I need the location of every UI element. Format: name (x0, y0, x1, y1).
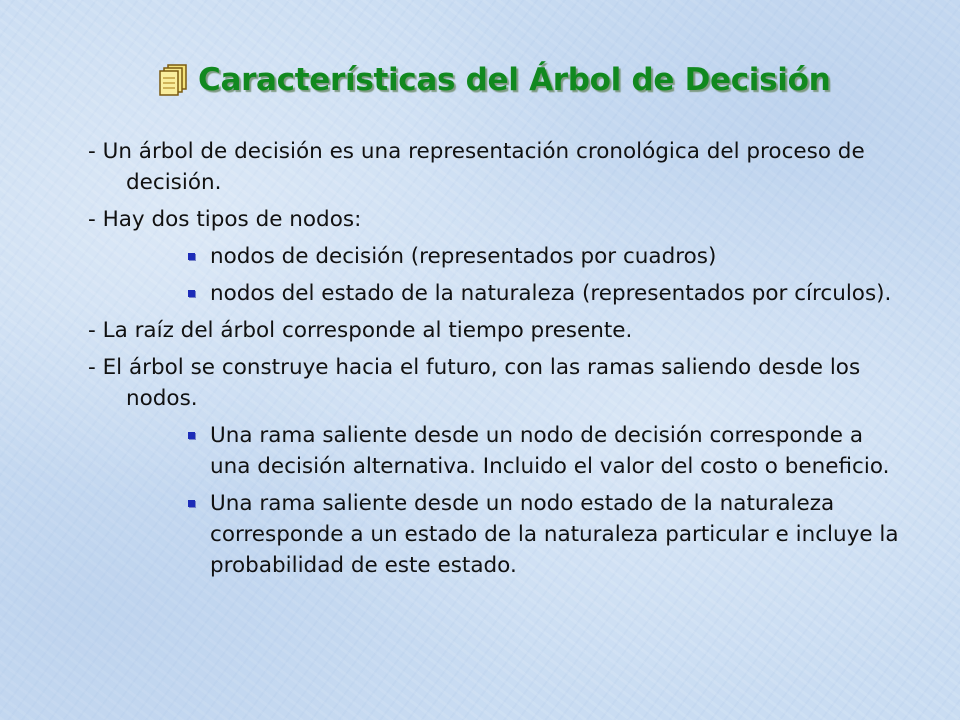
square-bullet-icon (188, 290, 195, 297)
title-row (158, 62, 830, 98)
paragraph-item: - El árbol se construye hacia el futuro, con las ramas saliendo desde los nodos. (88, 355, 861, 411)
paragraph-item: - Hay dos tipos de nodos: (88, 207, 362, 232)
bullet-item (88, 420, 908, 482)
square-bullet-icon (188, 432, 195, 439)
slide-body (88, 136, 908, 587)
bullet-text: nodos de decisión (representados por cuadros) (210, 244, 717, 269)
square-bullet-icon (188, 500, 195, 507)
paragraph-item: - La raíz del árbol corresponde al tiempo presente. (88, 318, 633, 343)
bullet-text: Una rama saliente desde un nodo estado de la naturaleza corresponde a un estado de la naturaleza particular e incluye la probabilidad de este estado. (210, 491, 899, 578)
bullet-text: Una rama saliente desde un nodo de decisión corresponde a una decisión alternativa. Incluido el valor del costo o beneficio. (210, 423, 890, 479)
bullet-text: nodos del estado de la naturaleza (representados por círculos). (210, 281, 892, 306)
slide-title: Características del Árbol de Decisión (198, 62, 831, 98)
bullet-item (88, 278, 908, 309)
bullet-item (88, 488, 908, 581)
paragraph-item: - Un árbol de decisión es una representación cronológica del proceso de decisión. (88, 139, 865, 195)
bullet-item (88, 241, 908, 272)
notepad-pages-icon (158, 63, 188, 97)
square-bullet-icon (188, 253, 195, 260)
